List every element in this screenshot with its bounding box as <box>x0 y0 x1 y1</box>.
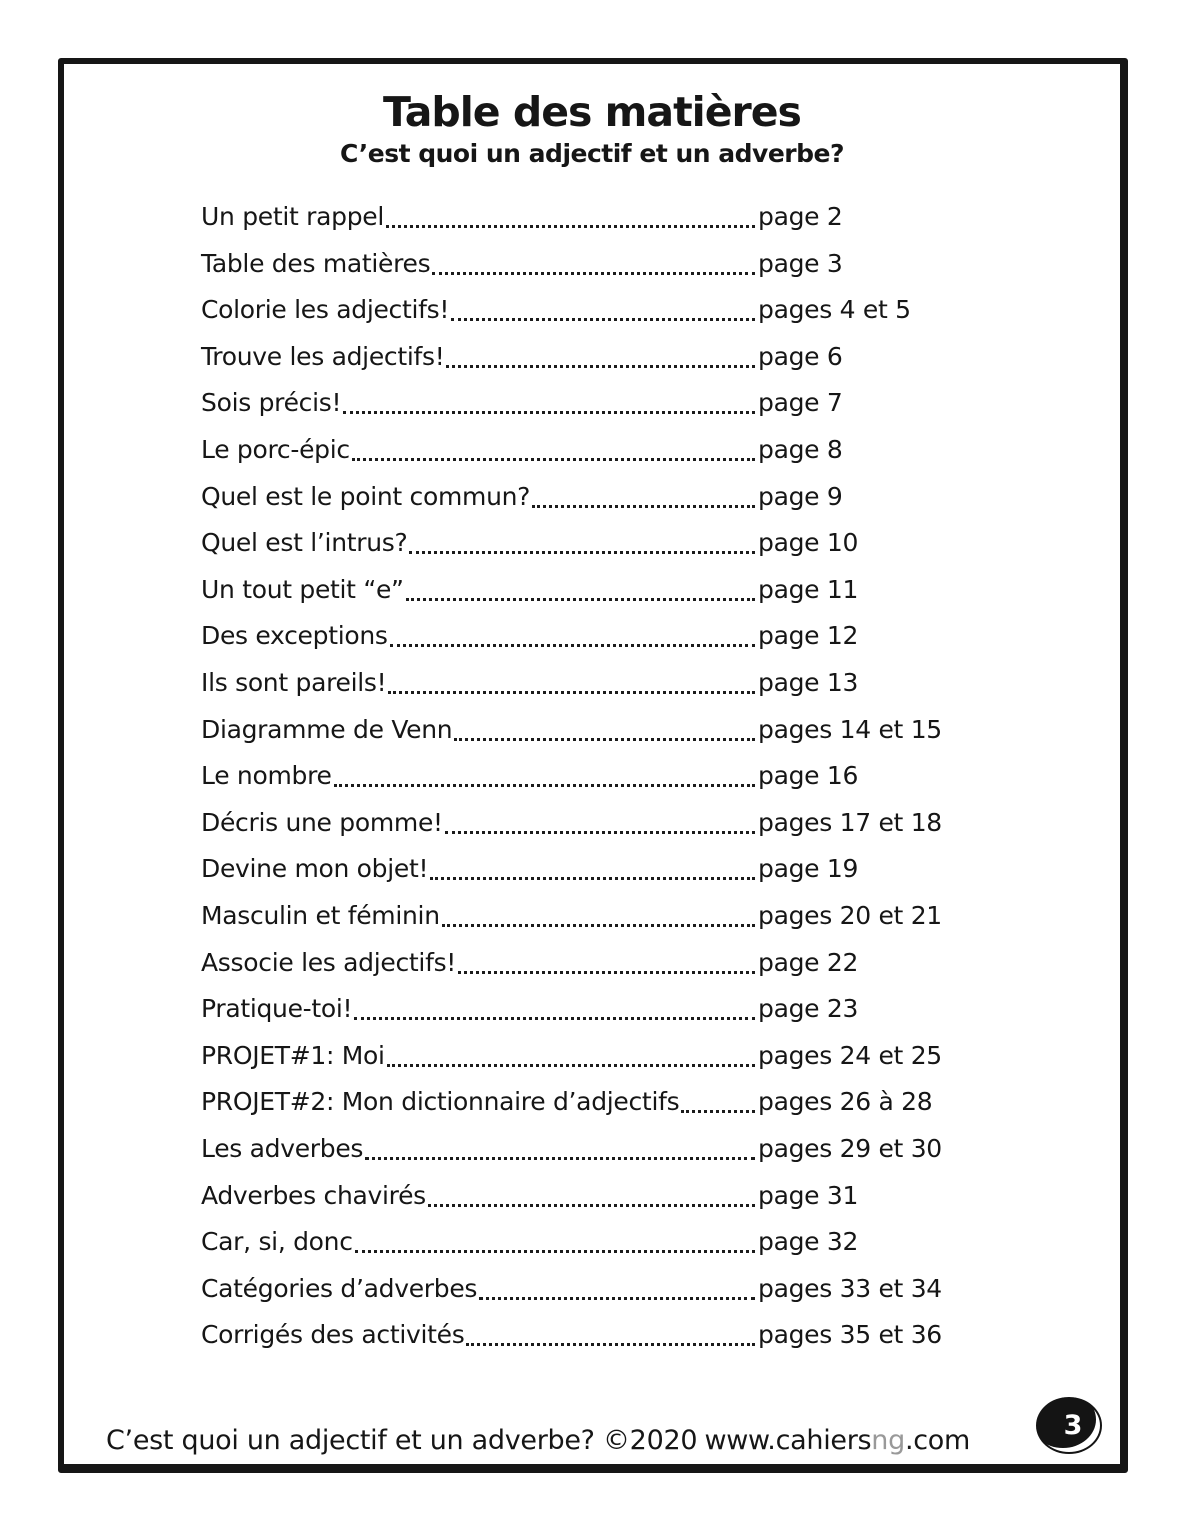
toc-entry-label: Un petit rappel <box>201 202 385 232</box>
dot-leader <box>442 899 755 927</box>
footer-website <box>704 1425 970 1456</box>
toc-entry <box>201 293 930 327</box>
toc-entry <box>201 526 930 560</box>
toc-entry-label: Colorie les adjectifs! <box>201 295 450 325</box>
page-frame <box>58 58 1128 1473</box>
toc-entry-page: page 12 <box>758 621 859 651</box>
toc-entry <box>201 1318 942 1352</box>
dot-leader <box>388 666 755 694</box>
dot-leader <box>406 573 755 601</box>
page-number-badge <box>1036 1397 1102 1454</box>
footer-copyright: C’est quoi un adjectif et un adverbe? ©2020 <box>106 1425 698 1456</box>
toc-entry-page: pages 17 et 18 <box>758 807 942 837</box>
page-number: 3 <box>1063 1410 1083 1441</box>
toc-entry-label: Corrigés des activités <box>201 1320 465 1350</box>
toc-entry-page: page 3 <box>758 248 843 278</box>
toc-entry-page: pages 26 à 28 <box>758 1087 933 1117</box>
toc-entry <box>201 340 930 374</box>
toc-entry <box>201 946 930 980</box>
dot-leader <box>354 992 755 1020</box>
toc-entry-label: Le nombre <box>201 761 332 791</box>
toc-entry <box>201 1132 942 1166</box>
toc-entry <box>201 992 930 1026</box>
toc-entry-label: Quel est le point commun? <box>201 481 531 511</box>
dot-leader <box>681 1085 755 1113</box>
toc-entry <box>201 619 930 653</box>
toc-entry-label: Devine mon objet! <box>201 854 429 884</box>
toc-entry-page: pages 14 et 15 <box>758 714 942 744</box>
dot-leader <box>458 946 755 974</box>
toc-entry-label: Catégories d’adverbes <box>201 1273 478 1303</box>
dot-leader <box>451 293 755 321</box>
toc-entry-label: PROJET#1: Moi <box>201 1040 385 1070</box>
toc-entry <box>201 200 930 234</box>
toc-entry <box>201 480 930 514</box>
page-subtitle: C’est quoi un adjectif et un adverbe? <box>339 139 844 169</box>
dot-leader <box>428 1179 755 1207</box>
dot-leader <box>446 340 755 368</box>
toc-entry-label: Le porc-épic <box>201 435 350 465</box>
toc-entry-page: page 23 <box>758 994 859 1024</box>
toc-entry <box>201 1085 933 1119</box>
toc-entry-label: Diagramme de Venn <box>201 714 453 744</box>
toc-entry-page: page 10 <box>758 528 859 558</box>
toc-entry-label: Les adverbes <box>201 1133 364 1163</box>
toc-entry <box>201 852 930 886</box>
toc-entry <box>201 759 930 793</box>
dot-leader <box>479 1272 755 1300</box>
toc-entry <box>201 386 930 420</box>
toc-entry-page: page 7 <box>758 388 843 418</box>
toc-entry-page: pages 33 et 34 <box>758 1273 942 1303</box>
toc-entry-page: pages 24 et 25 <box>758 1040 942 1070</box>
toc-entry-label: Des exceptions <box>201 621 388 651</box>
toc-entry-label: Masculin et féminin <box>201 901 440 930</box>
toc-entry-label: PROJET#2: Mon dictionnaire d’adjectifs <box>201 1087 680 1117</box>
footer-website-accent: ng <box>871 1425 905 1456</box>
toc-entry-page: pages 35 et 36 <box>758 1320 942 1350</box>
toc-entry-page: pages 4 et 5 <box>758 295 911 325</box>
toc-entry <box>201 713 942 747</box>
toc-entry-label: Quel est l’intrus? <box>201 528 408 558</box>
toc-entry <box>201 1272 942 1306</box>
toc-entry-label: Associe les adjectifs! <box>201 947 457 977</box>
footer-website-suffix: .com <box>904 1425 970 1456</box>
dot-leader <box>454 713 755 741</box>
toc-entry <box>201 1225 930 1259</box>
toc-entry <box>201 433 930 467</box>
dot-leader <box>334 759 755 787</box>
toc-entry-page: page 32 <box>758 1227 859 1257</box>
toc-entry-page: page 13 <box>758 668 859 698</box>
toc-entry <box>201 666 930 700</box>
toc-entry-label: Ils sont pareils! <box>201 668 387 698</box>
toc-entry-label: Adverbes chavirés <box>201 1180 426 1210</box>
page-title: Table des matières <box>383 88 801 136</box>
footer-website-prefix: www.cahiers <box>704 1425 872 1456</box>
toc-entry-page: page 8 <box>758 435 843 465</box>
toc-entry <box>201 573 930 607</box>
dot-leader <box>355 1225 755 1253</box>
toc-entry-label: Car, si, donc <box>201 1227 353 1257</box>
toc-entry <box>201 247 930 281</box>
dot-leader <box>343 386 755 414</box>
header <box>64 90 1120 168</box>
dot-leader <box>409 526 755 554</box>
toc-entry-page: page 9 <box>758 481 843 511</box>
toc-entry-page: page 16 <box>758 761 859 791</box>
dot-leader <box>390 619 755 647</box>
toc-entry-label: Trouve les adjectifs! <box>201 341 445 371</box>
toc-entry-page: page 31 <box>758 1180 859 1210</box>
dot-leader <box>386 200 755 228</box>
toc-entry-page: page 19 <box>758 854 859 884</box>
toc-entry-page: pages 29 et 30 <box>758 1133 942 1163</box>
toc-entry-label: Sois précis! <box>201 388 342 418</box>
toc-entry-page: page 22 <box>758 947 859 977</box>
toc-entry <box>201 1039 942 1073</box>
dot-leader <box>387 1039 755 1067</box>
toc-entry-label: Décris une pomme! <box>201 807 443 837</box>
dot-leader <box>365 1132 755 1160</box>
toc-entry <box>201 806 942 840</box>
toc-entry <box>201 899 942 933</box>
dot-leader <box>352 433 755 461</box>
toc-entry <box>201 1179 930 1213</box>
dot-leader <box>532 480 755 508</box>
dot-leader <box>466 1318 755 1346</box>
toc-entry-page: page 6 <box>758 341 843 371</box>
table-of-contents <box>64 200 1120 1352</box>
toc-entry-label: Un tout petit “e” <box>201 574 404 604</box>
toc-entry-page: pages 20 et 21 <box>758 901 942 930</box>
toc-entry-label: Table des matières <box>201 248 431 278</box>
dot-leader <box>432 247 755 275</box>
dot-leader <box>445 806 755 834</box>
toc-entry-page: page 2 <box>758 202 843 232</box>
dot-leader <box>430 852 755 880</box>
toc-entry-label: Pratique-toi! <box>201 994 353 1024</box>
toc-entry-page: page 11 <box>758 574 859 604</box>
footer <box>64 1425 1120 1456</box>
